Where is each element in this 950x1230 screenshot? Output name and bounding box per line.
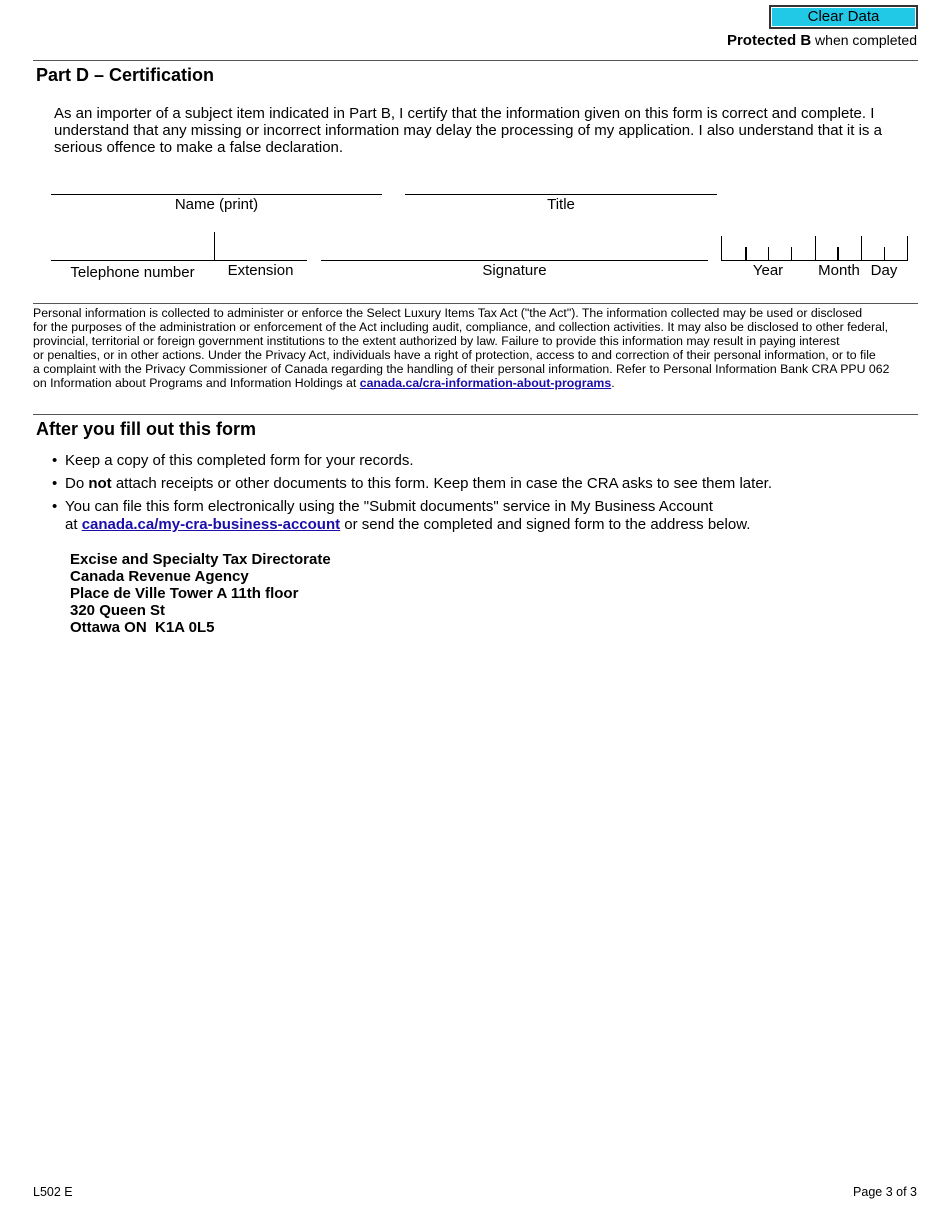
after-title: After you fill out this form <box>36 419 256 439</box>
clear-data-button[interactable]: Clear Data <box>769 5 918 29</box>
title-field[interactable] <box>405 194 717 195</box>
form-id: L502 E <box>33 1185 73 1199</box>
bullet-icon: • <box>52 452 58 469</box>
bullet-text: attach receipts or other documents to this form. Keep them in case the CRA asks to see them later. <box>111 475 772 492</box>
title-label: Title <box>547 196 575 213</box>
privacy-line: or penalties, or in other actions. Under the Privacy Act, individuals have a right of protection, access to and correction of their personal information, or to file <box>33 348 876 362</box>
day-label: Day <box>870 262 898 279</box>
bullet-text: Do <box>65 475 89 492</box>
list-item <box>52 475 772 493</box>
privacy-divider <box>33 303 918 304</box>
extension-field[interactable] <box>214 260 307 261</box>
privacy-line-end: . <box>611 376 615 390</box>
bullet-text: or send the completed and signed form to the address below. <box>340 516 751 533</box>
bullet-text: at <box>65 516 82 533</box>
extension-label: Extension <box>227 262 294 279</box>
certification-text: As an importer of a subject item indicated in Part B, I certify that the information given on this form is correct and complete. I understand that any missing or incorrect information may delay the processing of my application. I also understand that it is a serious offence to make a false declaration. <box>54 105 882 156</box>
instructions-list <box>52 452 772 534</box>
signature-field[interactable] <box>321 260 708 261</box>
protected-b-notice <box>727 32 917 49</box>
top-divider <box>33 60 918 61</box>
year-label: Year <box>752 262 784 279</box>
list-item <box>52 452 772 470</box>
month-label: Month <box>818 262 860 279</box>
address-line: Canada Revenue Agency <box>70 568 249 585</box>
bullet-text: You can file this form electronically using the "Submit documents" service in My Business Account <box>65 498 713 515</box>
protected-b-label: Protected B <box>726 32 812 49</box>
date-tick <box>815 236 816 260</box>
list-item <box>52 498 772 534</box>
address-line: 320 Queen St <box>70 602 166 619</box>
date-tick <box>791 247 792 260</box>
telephone-field[interactable] <box>51 260 214 261</box>
telephone-divider <box>214 232 215 260</box>
privacy-line: provincial, territorial or foreign government institutions to the extent authorized by law. Failure to provide this information may result in paying interest <box>33 334 840 348</box>
date-tick <box>907 236 908 260</box>
privacy-line-text: on Information about Programs and Information Holdings at <box>33 376 360 390</box>
date-baseline <box>721 260 908 261</box>
address-line: Place de Ville Tower A 11th floor <box>70 585 299 602</box>
privacy-line <box>33 376 923 390</box>
date-tick <box>837 247 839 260</box>
bullet-text: Keep a copy of this completed form for your records. <box>65 452 414 469</box>
protected-b-suffix: when completed <box>811 32 917 48</box>
date-tick <box>745 247 747 260</box>
date-tick <box>768 247 769 260</box>
date-tick <box>861 236 862 260</box>
mailing-address <box>70 551 331 636</box>
privacy-line: a complaint with the Privacy Commissioner of Canada regarding the handling of their personal information. Refer to Personal Information Bank CRA PPU 062 <box>33 362 890 376</box>
bullet-emphasis: not <box>88 475 112 492</box>
bullet-icon: • <box>52 498 58 515</box>
privacy-line: for the purposes of the administration or enforcement of the Act including audit, compliance, and collection activities. It may also be disclosed to other federal, <box>33 320 889 334</box>
part-d-title: Part D – Certification <box>36 65 215 85</box>
privacy-statement <box>33 306 923 390</box>
name-label: Name (print) <box>174 196 259 213</box>
after-divider <box>33 414 918 415</box>
address-line: Excise and Specialty Tax Directorate <box>70 551 331 568</box>
my-business-account-link[interactable]: canada.ca/my-cra-business-account <box>81 516 341 533</box>
privacy-line: Personal information is collected to administer or enforce the Select Luxury Items Tax Act ("the Act"). The information collected may be used or disclosed <box>33 306 863 320</box>
signature-label: Signature <box>482 262 547 279</box>
date-tick <box>884 247 885 260</box>
name-field[interactable] <box>51 194 382 195</box>
cra-info-programs-link[interactable]: canada.ca/cra-information-about-programs <box>359 376 612 390</box>
bullet-icon: • <box>52 475 58 492</box>
page-number: Page 3 of 3 <box>853 1185 917 1199</box>
date-tick <box>721 236 722 260</box>
telephone-label: Telephone number <box>70 264 195 281</box>
address-line: Ottawa ON K1A 0L5 <box>70 619 215 636</box>
